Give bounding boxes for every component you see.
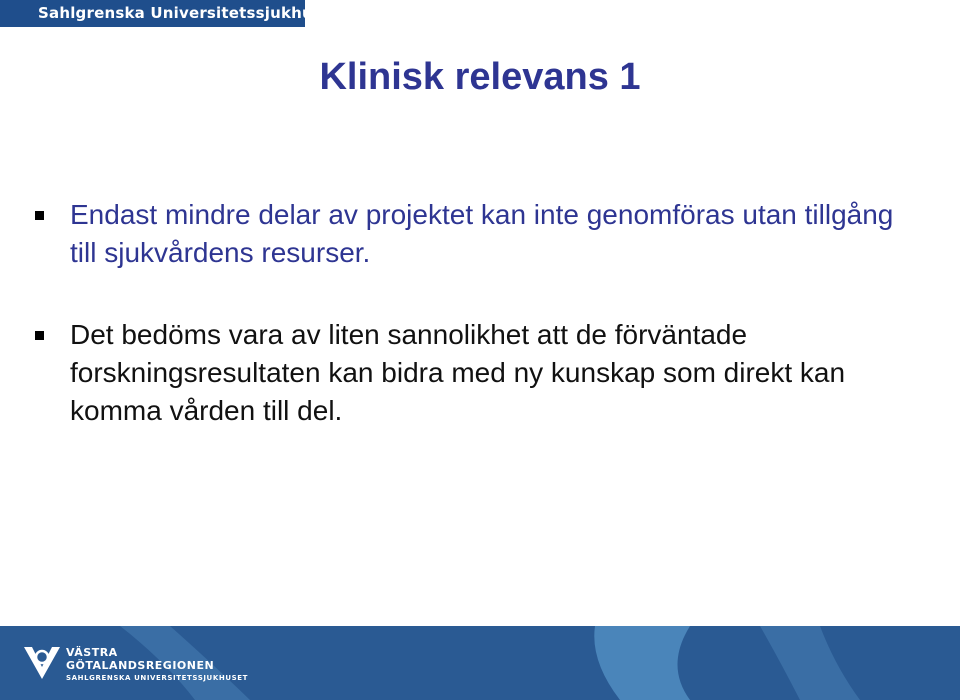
logo-line-3: SAHLGRENSKA UNIVERSITETSSJUKHUSET: [66, 674, 249, 682]
bullet-item-2: [35, 316, 915, 430]
logo-line-1: VÄSTRA: [66, 646, 118, 659]
bullet-text-2: Det bedöms vara av liten sannolikhet att de förväntade forskningsresultaten kan bidra med ny kunskap som direkt kan komma vården till del.: [70, 319, 846, 426]
square-bullet-icon: [35, 211, 44, 220]
slide-title: Klinisk relevans 1: [319, 56, 641, 98]
logo-line-2: GÖTALANDSREGIONEN: [66, 659, 215, 672]
bullet-list: [35, 196, 915, 430]
vgr-logo-icon: [22, 643, 62, 683]
square-bullet-icon: [35, 331, 44, 340]
vgr-logo-text: [66, 646, 248, 685]
header-organization-name: Sahlgrenska Universitetssjukhuset: [38, 4, 340, 22]
footer-bar: [0, 626, 960, 700]
bullet-item-1: [35, 196, 915, 272]
bullet-text-1: Endast mindre delar av projektet kan inte genomföras utan tillgång till sjukvårdens resurser.: [70, 199, 894, 268]
header-organization-bar: [0, 0, 340, 27]
